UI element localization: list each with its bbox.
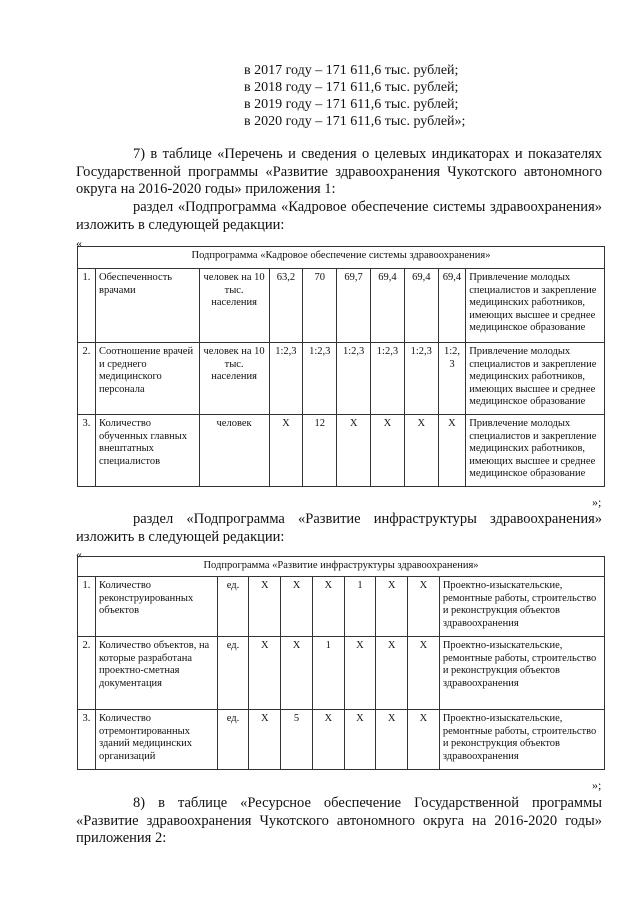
unit-cell: человек (199, 415, 269, 487)
table-header: Подпрограмма «Кадровое обеспечение системы здравоохранения» (78, 247, 605, 269)
paragraph-8: 8) в таблице «Ресурсное обеспечение Государственной программы «Развитие здравоохранения Чукотского автономного округа на 2016-2020 годы» приложения 2: (76, 795, 602, 846)
value-cell: Х (249, 710, 281, 770)
table-staffing (77, 246, 605, 487)
row-number: 3. (78, 415, 96, 487)
note-cell: Привлечение молодых специалистов и закрепление медицинских работников, имеющих высшее и среднее медицинское образование (466, 343, 605, 415)
value-cell: Х (371, 415, 405, 487)
unit-cell: ед. (217, 710, 249, 770)
budget-line: в 2018 году – 171 611,6 тыс. рублей; (244, 80, 459, 95)
indicator-name: Количество объектов, на которые разработана проектно-сметная документация (95, 637, 217, 710)
value-cell: 1:2,3 (337, 343, 371, 415)
value-cell: Х (408, 577, 440, 637)
value-cell: 69,7 (337, 269, 371, 343)
budget-line: в 2019 году – 171 611,6 тыс. рублей; (244, 97, 459, 112)
note-cell: Проектно-изыскательские, ремонтные работы, строительство и реконструкция объектов здравоохранения (439, 637, 604, 710)
value-cell: Х (408, 710, 440, 770)
value-cell: Х (312, 577, 344, 637)
value-cell: Х (344, 710, 376, 770)
indicator-name: Соотношение врачей и среднего медицинского персонала (95, 343, 199, 415)
unit-cell: ед. (217, 577, 249, 637)
value-cell: Х (281, 577, 313, 637)
budget-line: в 2017 году – 171 611,6 тыс. рублей; (244, 63, 459, 78)
table-row (78, 269, 605, 343)
open-quote: « (76, 547, 82, 561)
table-row (78, 637, 605, 710)
table-row (78, 577, 605, 637)
value-cell: Х (376, 710, 408, 770)
value-cell: 70 (303, 269, 337, 343)
indicator-name: Количество отремонтированных зданий медицинских организаций (95, 710, 217, 770)
note-cell: Привлечение молодых специалистов и закрепление медицинских работников, имеющих высшее и среднее медицинское образование (466, 269, 605, 343)
row-number: 1. (78, 577, 96, 637)
value-cell: 69,4 (371, 269, 405, 343)
value-cell: 1:2,3 (371, 343, 405, 415)
budget-line: в 2020 году – 171 611,6 тыс. рублей»; (244, 114, 466, 129)
table-header: Подпрограмма «Развитие инфраструктуры здравоохранения» (78, 557, 605, 577)
value-cell: 69,4 (404, 269, 438, 343)
value-cell: 1:2,3 (438, 343, 466, 415)
value-cell: Х (376, 577, 408, 637)
value-cell: 12 (303, 415, 337, 487)
value-cell: Х (438, 415, 466, 487)
indicator-name: Количество обученных главных внештатных специалистов (95, 415, 199, 487)
value-cell: Х (312, 710, 344, 770)
open-quote: « (76, 236, 82, 250)
note-cell: Проектно-изыскательские, ремонтные работы, строительство и реконструкция объектов здравоохранения (439, 710, 604, 770)
close-quote: »; (592, 495, 602, 509)
close-quote: »; (592, 778, 602, 792)
section-1-intro: раздел «Подпрограмма «Кадровое обеспечение системы здравоохранения» изложить в следующей редакции: (76, 199, 602, 233)
value-cell: 1 (344, 577, 376, 637)
value-cell: Х (376, 637, 408, 710)
value-cell: Х (249, 637, 281, 710)
unit-cell: человек на 10 тыс. населения (199, 269, 269, 343)
value-cell: Х (281, 637, 313, 710)
note-cell: Проектно-изыскательские, ремонтные работы, строительство и реконструкция объектов здравоохранения (439, 577, 604, 637)
row-number: 2. (78, 343, 96, 415)
value-cell: 69,4 (438, 269, 466, 343)
indicator-name: Количество реконструированных объектов (95, 577, 217, 637)
value-cell: 1:2,3 (404, 343, 438, 415)
indicator-name: Обеспеченность врачами (95, 269, 199, 343)
value-cell: 1 (312, 637, 344, 710)
table-row (78, 710, 605, 770)
value-cell: Х (344, 637, 376, 710)
budget-lines (244, 62, 544, 130)
unit-cell: человек на 10 тыс. населения (199, 343, 269, 415)
note-cell: Привлечение молодых специалистов и закрепление медицинских работников, имеющих высшее и среднее медицинское образование (466, 415, 605, 487)
value-cell: Х (404, 415, 438, 487)
value-cell: Х (408, 637, 440, 710)
value-cell: 63,2 (269, 269, 303, 343)
row-number: 2. (78, 637, 96, 710)
row-number: 1. (78, 269, 96, 343)
value-cell: 5 (281, 710, 313, 770)
table-row (78, 343, 605, 415)
value-cell: Х (249, 577, 281, 637)
paragraph-7: 7) в таблице «Перечень и сведения о целевых индикаторах и показателях Государственной программы «Развитие здравоохранения Чукотского автономного округа на 2016-2020 годы» приложения 1: (76, 146, 602, 197)
value-cell: 1:2,3 (303, 343, 337, 415)
value-cell: Х (269, 415, 303, 487)
table-row (78, 415, 605, 487)
row-number: 3. (78, 710, 96, 770)
section-2-intro: раздел «Подпрограмма «Развитие инфраструктуры здравоохранения» изложить в следующей редакции: (76, 511, 602, 545)
table-infrastructure (77, 556, 605, 770)
value-cell: Х (337, 415, 371, 487)
unit-cell: ед. (217, 637, 249, 710)
value-cell: 1:2,3 (269, 343, 303, 415)
